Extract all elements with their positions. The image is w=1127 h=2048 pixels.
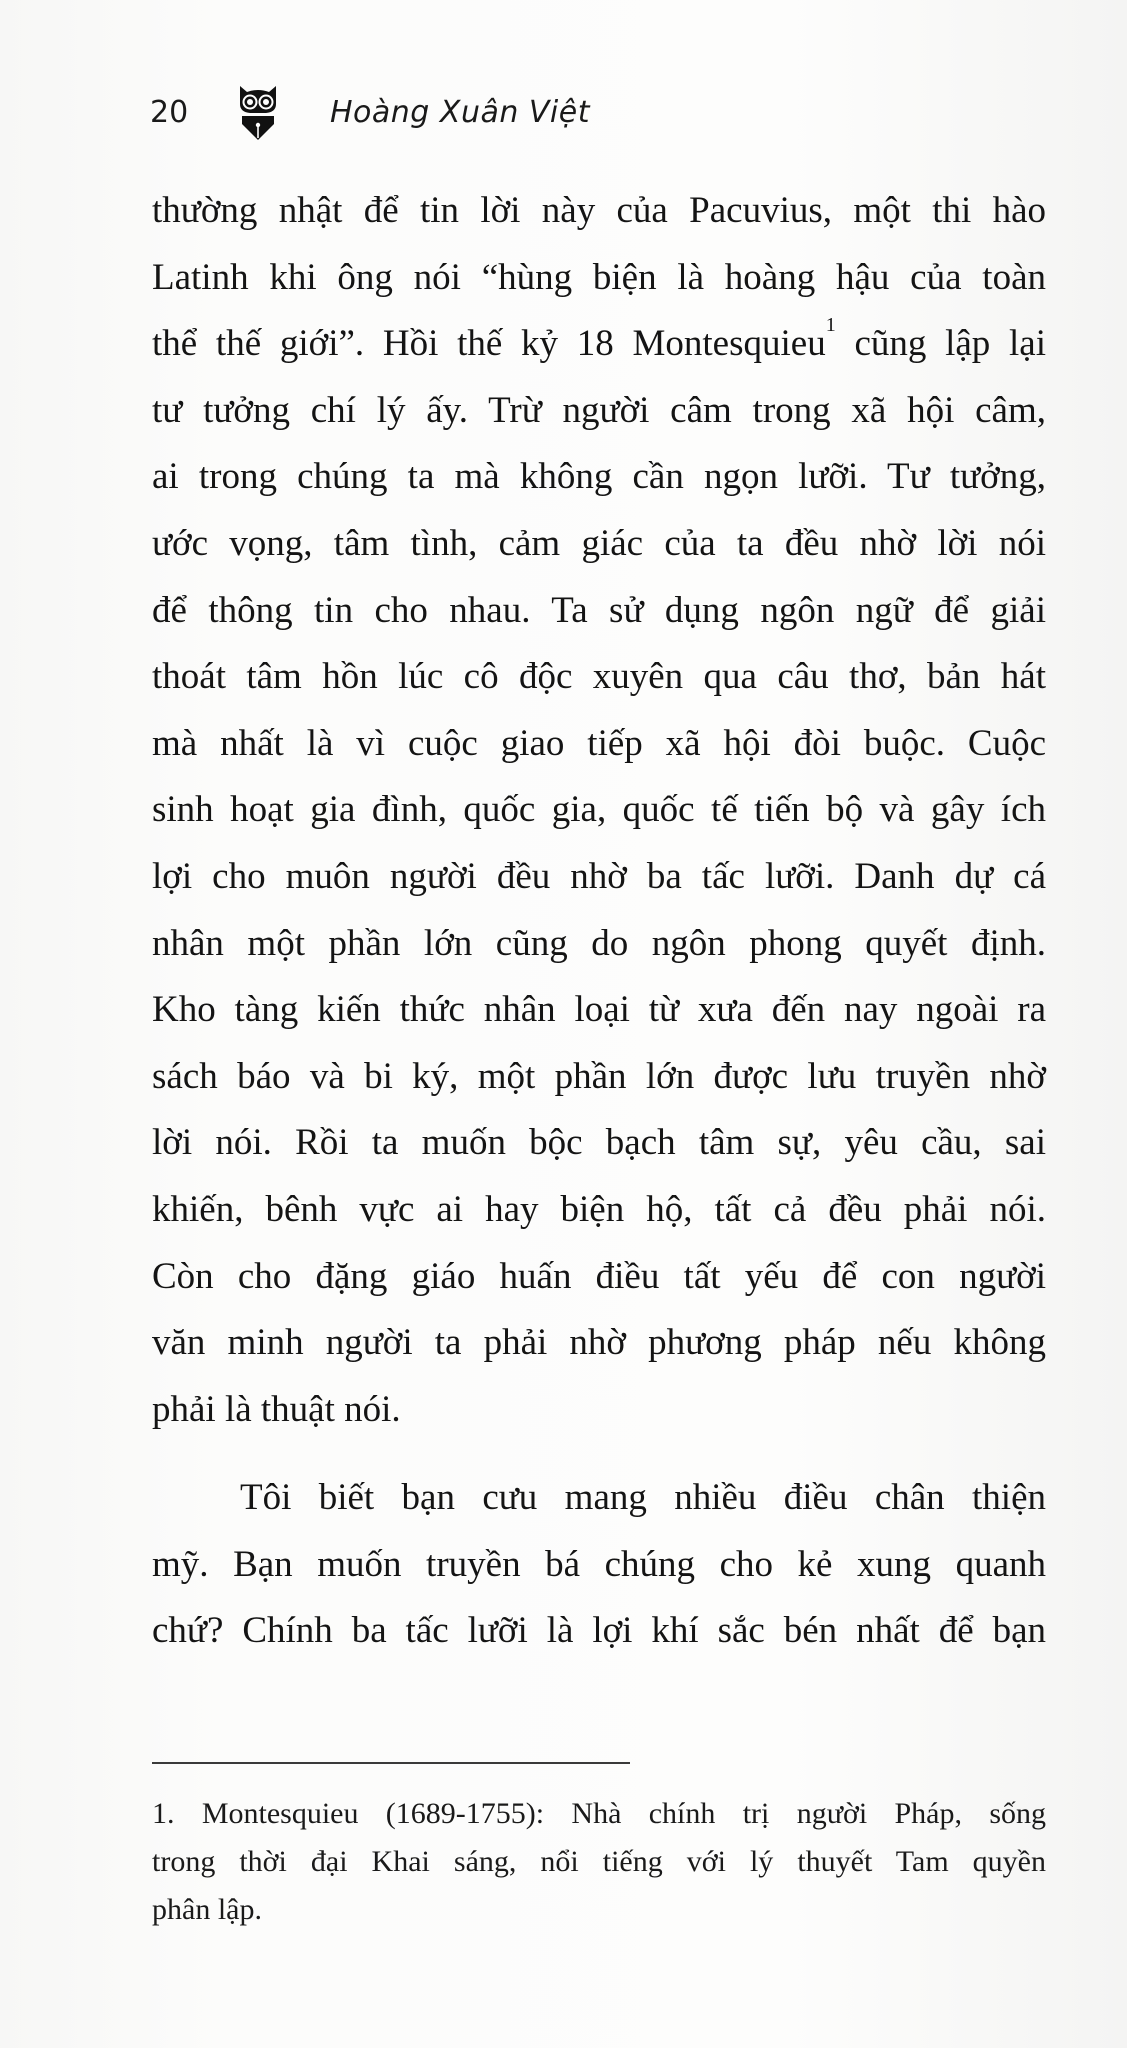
text-line: phải là thuật nói. xyxy=(152,1388,401,1430)
text-line: lợi cho muôn người đều nhờ ba tấc lưỡi. Danh dự cá xyxy=(152,855,1046,897)
text-line: ước vọng, tâm tình, cảm giác của ta đều nhờ lời nói xyxy=(152,522,1046,564)
footnote-line: trong thời đại Khai sáng, nổi tiếng với lý thuyết Tam quyền xyxy=(152,1845,1046,1878)
text-line: nhân một phần lớn cũng do ngôn phong quyết định. xyxy=(152,922,1046,964)
body-text xyxy=(152,178,1046,1665)
footnote-1 xyxy=(152,1790,1046,1934)
text-line: để thông tin cho nhau. Ta sử dụng ngôn ngữ để giải xyxy=(152,589,1046,631)
text-line: Còn cho đặng giáo huấn điều tất yếu để con người xyxy=(152,1255,1046,1297)
author-name: Hoàng Xuân Việt xyxy=(330,94,590,130)
text-line: mà nhất là vì cuộc giao tiếp xã hội đòi buộc. Cuộc xyxy=(152,722,1046,764)
text-line: sinh hoạt gia đình, quốc gia, quốc tế tiến bộ và gây ích xyxy=(152,789,1046,831)
text-line: ai trong chúng ta mà không cần ngọn lưỡi. Tư tưởng, xyxy=(152,456,1046,498)
owl-pen-nib-icon xyxy=(236,82,280,142)
text-line-head: thể thế giới”. Hồi thế kỷ 18 Montesquieu xyxy=(152,323,826,365)
text-line: khiến, bênh vực ai hay biện hộ, tất cả đều phải nói. xyxy=(152,1188,1046,1230)
paragraph-1 xyxy=(152,178,1046,1443)
text-line: Kho tàng kiến thức nhân loại từ xưa đến nay ngoài ra xyxy=(152,989,1046,1031)
running-header xyxy=(150,82,590,142)
text-line: tư tưởng chí lý ấy. Trừ người câm trong xã hội câm, xyxy=(152,389,1046,431)
text-line: thoát tâm hồn lúc cô độc xuyên qua câu thơ, bản hát xyxy=(152,656,1046,698)
page-number: 20 xyxy=(150,94,189,130)
footnote-line: phân lập. xyxy=(152,1893,262,1926)
text-line: văn minh người ta phải nhờ phương pháp nếu không xyxy=(152,1322,1046,1364)
text-line: chứ? Chính ba tấc lưỡi là lợi khí sắc bén nhất để bạn xyxy=(152,1610,1046,1652)
text-line-with-footnote-ref xyxy=(152,311,1046,378)
text-line: Tôi biết bạn cưu mang nhiều điều chân thiện xyxy=(240,1477,1046,1519)
text-line-tail: cũng lập lại xyxy=(835,323,1047,365)
footnote-line: 1. Montesquieu (1689-1755): Nhà chính trị người Pháp, sống xyxy=(152,1797,1046,1830)
paragraph-gap xyxy=(152,1443,1046,1465)
text-line: thường nhật để tin lời này của Pacuvius, một thi hào xyxy=(152,190,1046,231)
text-line: lời nói. Rồi ta muốn bộc bạch tâm sự, yêu cầu, sai xyxy=(152,1122,1046,1164)
footnote-divider xyxy=(152,1762,630,1764)
footnote-reference[interactable]: 1 xyxy=(825,314,836,337)
text-line: Latinh khi ông nói “hùng biện là hoàng hậu của toàn xyxy=(152,256,1046,298)
paragraph-2 xyxy=(152,1465,1046,1665)
text-line: mỹ. Bạn muốn truyền bá chúng cho kẻ xung quanh xyxy=(152,1543,1046,1585)
text-line: sách báo và bi ký, một phần lớn được lưu truyền nhờ xyxy=(152,1055,1046,1097)
